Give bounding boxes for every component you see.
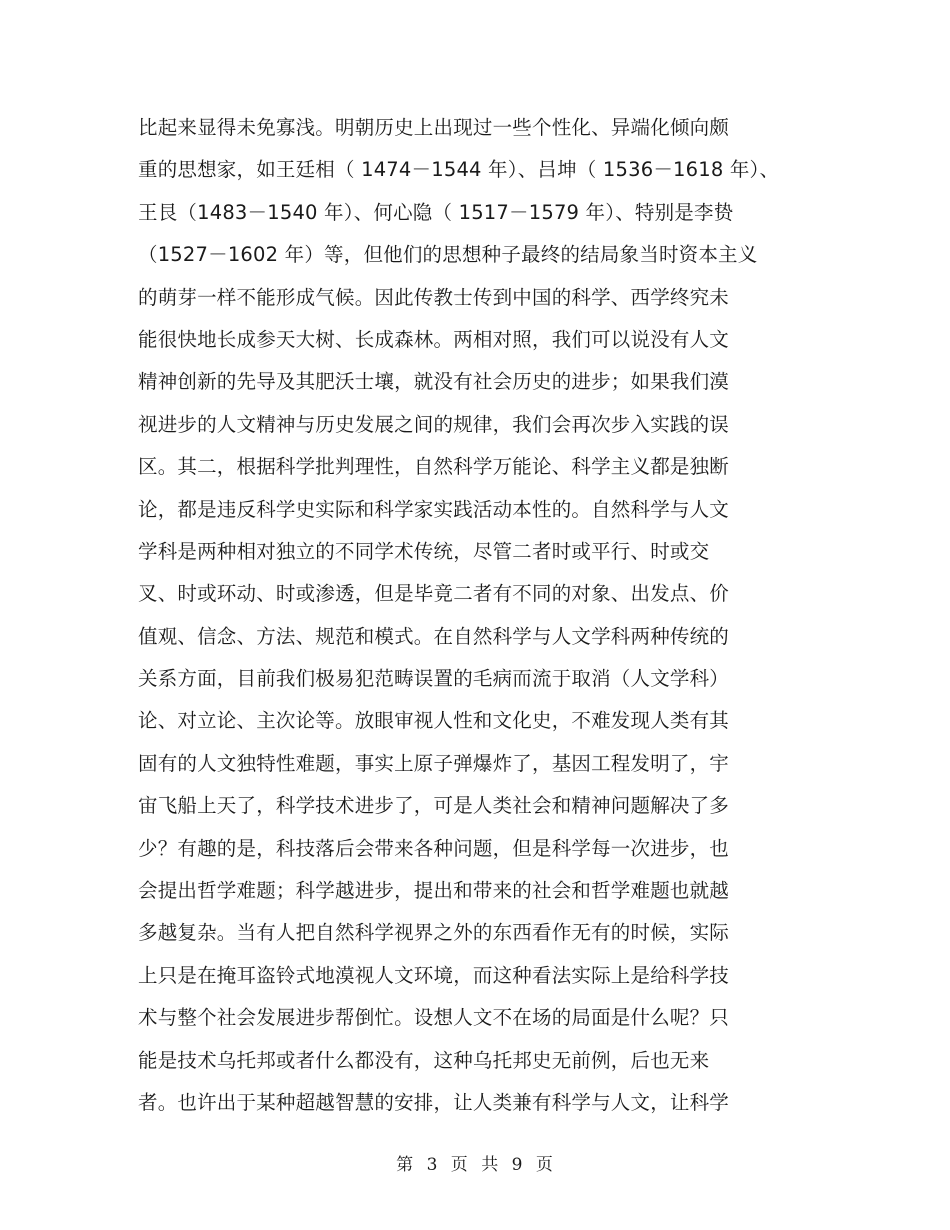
text-line: 能是技术乌托邦或者什么都没有，这种乌托邦史无前例，后也无来: [138, 1048, 710, 1072]
text-line: 论、对立论、主次论等。放眼审视人性和文化史，不难发现人类有其: [138, 709, 730, 733]
text-line: 的萌芽一样不能形成气候。因此传教士传到中国的科学、西学终究未: [138, 285, 730, 309]
body-text: [138, 111, 818, 1128]
text-line: 视进步的人文精神与历史发展之间的规律，我们会再次步入实践的误: [138, 412, 730, 436]
text-line: 术与整个社会发展进步帮倒忙。设想人文不在场的局面是什么呢？只: [138, 1006, 730, 1030]
text-line: 王艮（1483－1540 年）、何心隐（ 1517－1579 年）、特别是李贽: [138, 200, 734, 224]
text-line: 者。也许出于某种超越智慧的安排，让人类兼有科学与人文，让科学: [138, 1090, 730, 1114]
text-line: 比起来显得未免寡浅。明朝历史上出现过一些个性化、异端化倾向颇: [138, 116, 730, 139]
text-line: （1527－1602 年）等，但他们的思想种子最终的结局象当时资本主义: [138, 243, 758, 267]
text-line: 固有的人文独特性难题，事实上原子弹爆炸了，基因工程发明了，宇: [138, 751, 730, 775]
text-line: 叉、时或环动、时或渗透，但是毕竟二者有不同的对象、出发点、价: [138, 582, 730, 606]
text-line: 宙飞船上天了，科学技术进步了，可是人类社会和精神问题解决了多: [138, 794, 730, 818]
text-line: 区。其二，根据科学批判理性，自然科学万能论、科学主义都是独断: [138, 455, 730, 479]
text-line: 少？有趣的是，科技落后会带来各种问题，但是科学每一次进步，也: [138, 836, 730, 860]
text-line: 多越复杂。当有人把自然科学视界之外的东西看作无有的时候，实际: [138, 921, 730, 945]
page-number-footer: 第 3 页 共 9 页: [396, 1155, 554, 1175]
text-line: 值观、信念、方法、规范和模式。在自然科学与人文学科两种传统的: [138, 624, 730, 648]
text-line: 论，都是违反科学史实际和科学家实践活动本性的。自然科学与人文: [138, 497, 730, 521]
text-line: 能很快地长成参天大树、长成森林。两相对照，我们可以说没有人文: [138, 327, 730, 351]
text-line: 精神创新的先导及其肥沃士壤，就没有社会历史的进步；如果我们漠: [138, 370, 730, 394]
text-line: 上只是在掩耳盗铃式地漠视人文环境，而这种看法实际上是给科学技: [138, 963, 730, 987]
text-line: 重的思想家，如王廷相（ 1474－1544 年）、吕坤（ 1536－1618 年）、: [138, 158, 780, 182]
text-line: 关系方面，目前我们极易犯范畴误置的毛病而流于取消（人文学科）: [138, 667, 730, 691]
text-line: 学科是两种相对独立的不同学术传统，尽管二者时或平行、时或交: [138, 539, 710, 563]
text-line: 会提出哲学难题；科学越进步，提出和带来的社会和哲学难题也就越: [138, 879, 730, 903]
